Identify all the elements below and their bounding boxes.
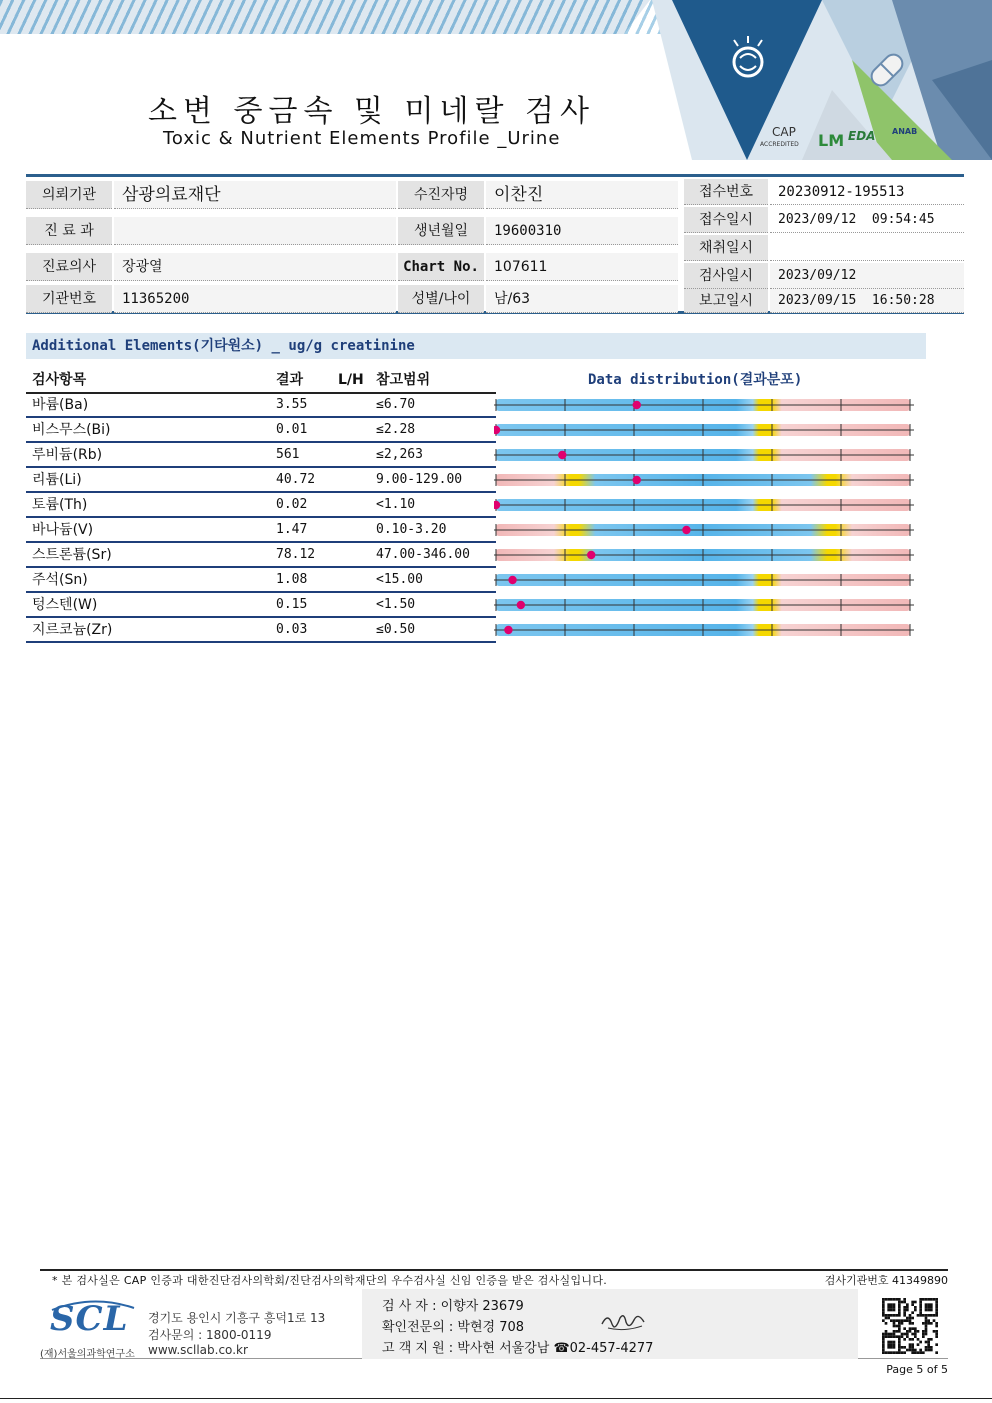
reference-range: 0.10-3.20 [376, 522, 447, 537]
col-header-distribution: Data distribution(결과분포) [588, 372, 803, 388]
result-value: 561 [276, 447, 300, 462]
report-subtitle: Toxic & Nutrient Elements Profile _Urine [163, 128, 561, 149]
info-label: 진 료 과 [26, 217, 112, 245]
signature [598, 1308, 650, 1334]
reference-range: 9.00-129.00 [376, 472, 463, 487]
info-value: 2023/09/15 16:50:28 [770, 289, 964, 313]
result-value: 40.72 [276, 472, 316, 487]
reference-range: <15.00 [376, 572, 423, 587]
reference-range: <1.10 [376, 497, 416, 512]
col-header-item: 검사항목 [32, 372, 87, 388]
result-marker [508, 576, 516, 584]
col-header-ref: 참고범위 [376, 372, 431, 388]
reference-range: 47.00-346.00 [376, 547, 470, 562]
table-row [26, 518, 496, 543]
info-label: 기관번호 [26, 285, 112, 313]
table-row [26, 543, 496, 568]
info-label: 접수일시 [684, 207, 768, 233]
element-name: 바나듐(V) [32, 522, 94, 538]
lab-website[interactable]: www.scllab.co.kr [148, 1343, 248, 1357]
element-name: 비스무스(Bi) [32, 422, 111, 438]
info-label: 진료의사 [26, 253, 112, 281]
result-value: 0.15 [276, 597, 308, 612]
info-value: 삼광의료재단 [114, 181, 396, 209]
anab-logo: ANAB [892, 127, 918, 136]
info-value: 장광열 [114, 253, 396, 281]
page-number: Page 5 of 5 [886, 1363, 948, 1376]
table-row [26, 568, 496, 593]
certification-note: * 본 검사실은 CAP 인증과 대한진단검사의학회/진단검사의학재단의 우수검사실 신임 인증을 받은 검사실입니다. [52, 1274, 608, 1287]
result-marker [587, 551, 595, 559]
customer-support: 고 객 지 원 : 박사현 서울강남 ☎02-457-4277 [382, 1341, 654, 1356]
reference-range: ≤2.28 [376, 422, 416, 437]
result-value: 0.01 [276, 422, 308, 437]
result-marker [517, 601, 525, 609]
table-row [26, 443, 496, 468]
result-marker [633, 476, 641, 484]
qr-code[interactable] [882, 1298, 938, 1354]
element-name: 루비듐(Rb) [32, 447, 103, 463]
reference-range: ≤2,263 [376, 447, 423, 462]
lab-inquiry: 검사문의 : 1800-0119 [148, 1328, 272, 1342]
specialist: 확인전문의 : 박현경 708 [382, 1320, 525, 1335]
result-marker [558, 451, 566, 459]
element-name: 바륨(Ba) [32, 397, 89, 413]
result-value: 3.55 [276, 397, 308, 412]
report-title: 소변 중금속 및 미네랄 검사 [148, 94, 595, 129]
info-label: 보고일시 [684, 289, 768, 313]
lab-number: 검사기관번호 41349890 [824, 1274, 948, 1287]
element-name: 스트론튬(Sr) [32, 547, 112, 563]
result-value: 0.03 [276, 622, 308, 637]
info-value: 20230912-195513 [770, 179, 964, 205]
info-label: 검사일시 [684, 263, 768, 289]
distribution-chart [494, 393, 916, 643]
page-bottom-rule [0, 1398, 992, 1399]
scl-logo: SCL [50, 1299, 129, 1339]
info-label: 생년월일 [398, 217, 484, 245]
tester: 검 사 자 : 이향자 23679 [382, 1299, 524, 1314]
info-label: 의뢰기관 [26, 181, 112, 209]
table-row [26, 618, 496, 643]
info-value: 2023/09/12 [770, 263, 964, 289]
lab-address: 경기도 용인시 기흥구 흥덕1로 13 [148, 1311, 326, 1325]
reference-range: <1.50 [376, 597, 416, 612]
result-value: 0.02 [276, 497, 308, 512]
svg-text:ACCREDITED: ACCREDITED [760, 141, 799, 148]
info-value [770, 235, 964, 261]
result-value: 78.12 [276, 547, 316, 562]
footer-rule [40, 1269, 948, 1271]
table-row [26, 393, 496, 418]
col-header-lh: L/H [338, 372, 364, 388]
info-label: 접수번호 [684, 179, 768, 205]
result-marker [504, 626, 512, 634]
header-decoration [652, 0, 992, 160]
element-name: 리튬(Li) [32, 472, 82, 488]
result-value: 1.08 [276, 572, 308, 587]
section-title: Additional Elements(기타원소) _ ug/g creatinine [26, 333, 926, 359]
element-name: 텅스텐(W) [32, 597, 98, 613]
element-name: 토륨(Th) [32, 497, 88, 513]
info-label: Chart No. [398, 253, 484, 281]
table-row [26, 418, 496, 443]
info-value: 11365200 [114, 285, 396, 313]
table-row [26, 593, 496, 618]
col-header-result: 결과 [276, 372, 304, 388]
result-marker [682, 526, 690, 534]
table-row [26, 468, 496, 493]
eda-logo: EDA [848, 129, 876, 143]
table-row [26, 493, 496, 518]
info-value [114, 217, 396, 245]
element-name: 주석(Sn) [32, 572, 88, 588]
result-value: 1.47 [276, 522, 308, 537]
lm-logo: LM [818, 131, 845, 150]
patient-info-panel [26, 174, 964, 314]
reference-range: ≤0.50 [376, 622, 416, 637]
result-marker [633, 401, 641, 409]
info-label: 채취일시 [684, 235, 768, 261]
info-value: 107611 [486, 253, 678, 281]
info-value: 2023/09/12 09:54:45 [770, 207, 964, 233]
element-name: 지르코늄(Zr) [32, 622, 113, 638]
info-label: 성별/나이 [398, 285, 484, 313]
reference-range: ≤6.70 [376, 397, 416, 412]
info-value: 19600310 [486, 217, 678, 245]
cap-logo: CAP [772, 125, 796, 139]
info-value: 남/63 [486, 285, 678, 313]
patient-name: 이찬진 [486, 181, 678, 209]
lab-name: (재)서울의과학연구소 [40, 1349, 135, 1360]
info-label: 수진자명 [398, 181, 484, 209]
